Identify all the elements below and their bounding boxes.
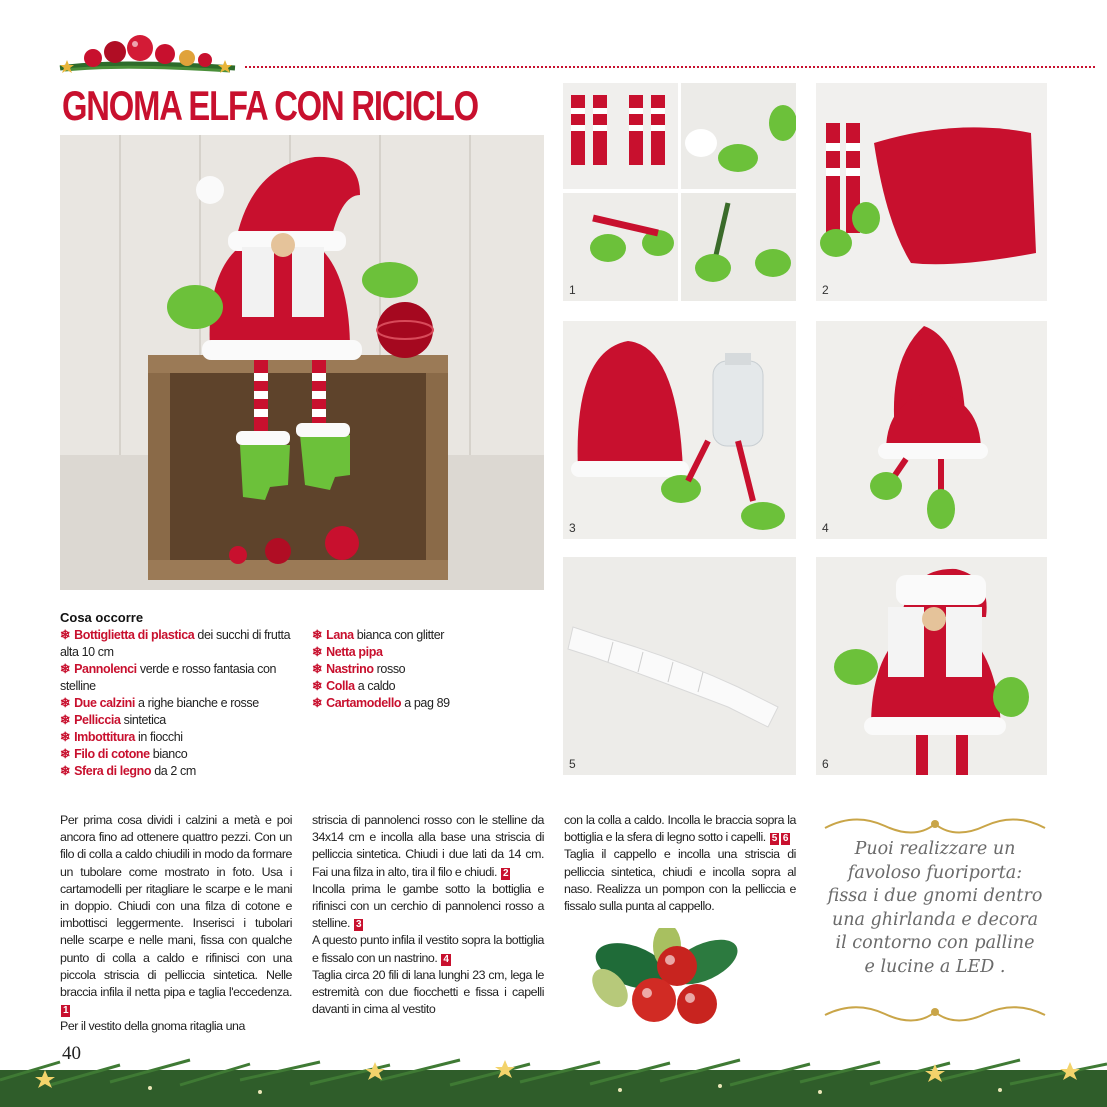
main-photo — [60, 135, 544, 590]
step-marker: 6 — [782, 833, 789, 845]
pine-garland-decoration — [0, 1040, 1107, 1107]
step-marker: 5 — [771, 833, 777, 845]
step-marker: 3 — [355, 919, 362, 931]
material-item: ❄ Sfera di legno da 2 cm — [60, 764, 196, 778]
material-item: ❄ Due calzini a righe bianche e rosse — [60, 696, 259, 710]
page-title: GNOMA ELFA CON RICICLO — [62, 82, 478, 129]
material-item: ❄ Cartamodello a pag 89 — [312, 696, 450, 710]
body-column-1 — [60, 812, 292, 1036]
tip-box — [815, 810, 1055, 1030]
material-item: ❄ Colla a caldo — [312, 679, 396, 693]
body-paragraph: A questo punto infila il vestito sopra la bottiglia e fissalo con un nastrino. 4 — [312, 933, 544, 965]
step-photo-5 — [563, 557, 796, 775]
step-marker: 4 — [443, 953, 449, 965]
step-marker: 1 — [63, 1005, 69, 1017]
material-item: ❄ Pannolenci verde e rosso fantasia con stelline — [60, 662, 277, 693]
step-photo-1 — [563, 83, 796, 301]
material-item: ❄ Bottiglietta di plastica dei succhi di frutta alta 10 cm — [60, 628, 291, 659]
material-item: ❄ Nastrino rosso — [312, 662, 406, 676]
step-marker: 2 — [502, 867, 509, 879]
step-photo-4 — [816, 321, 1047, 539]
snowflake-icon: ❄ — [312, 645, 323, 659]
material-item: ❄ Filo di cotone bianco — [60, 747, 188, 761]
step-number-2: 2 — [822, 283, 829, 297]
body-column-3 — [564, 812, 796, 915]
material-item: ❄ Imbottitura in fiocchi — [60, 730, 183, 744]
step-number-6: 6 — [822, 757, 829, 771]
body-paragraph: Taglia circa 20 fili di lana lunghi 23 cm, lega le estremità con due fiocchetti e fissa i capelli davanti in cima al vestito — [312, 967, 544, 1017]
header-dotted-rule — [245, 66, 1095, 68]
body-paragraph: Per prima cosa dividi i calzini a metà e poi ancora fino ad ottenere quattro pezzi. Con un filo di colla a caldo chiudili in modo da formare un tubolare come mostrato in foto. Usa i cartamodelli per ritagliare le scarpe e le mani in doppio. Chiudi con una filza di cotone e imbottisci leggermente. Inserisci i tubolari nelle scarpe e nelle mani, fissa con qualche punto di colla a caldo e rifinisci con una piccola striscia di pelliccia sintetica. Nelle braccia infila il netta pipa e taglia l'eccedenza. 1 — [60, 813, 292, 1017]
snowflake-icon: ❄ — [312, 628, 323, 642]
step-number-1: 1 — [569, 283, 576, 297]
materials-title: Cosa occorre — [60, 610, 144, 625]
body-paragraph: Incolla prima le gambe sotto la bottiglia e rifinisci con un cerchio di pannolenci rosso a stelline. 3 — [312, 881, 544, 931]
step-number-3: 3 — [569, 521, 576, 535]
material-item: ❄ Pelliccia sintetica — [60, 713, 166, 727]
body-paragraph: Taglia il cappello e incolla una striscia di pelliccia sintetica, chiudi e incolla sopra al naso. Realizza un pompon con la pelliccia e fissalo sulla punta al cappello. — [564, 847, 796, 914]
materials-list-2 — [312, 627, 544, 712]
snowflake-icon: ❄ — [60, 696, 71, 710]
snowflake-icon: ❄ — [60, 628, 71, 642]
step-photo-3 — [563, 321, 796, 539]
material-item: ❄ Netta pipa — [312, 645, 383, 659]
body-paragraph: Per il vestito della gnoma ritaglia una — [60, 1019, 245, 1034]
page-number: 40 — [62, 1043, 81, 1064]
step-number-4: 4 — [822, 521, 829, 535]
step-photo-2 — [816, 83, 1047, 301]
snowflake-icon: ❄ — [60, 662, 71, 676]
step-number-5: 5 — [569, 757, 576, 771]
snowflake-icon: ❄ — [312, 679, 323, 693]
christmas-ornaments-decoration — [55, 30, 240, 80]
body-paragraph: striscia di pannolenci rosso con le stelline da 34x14 cm e incolla alla base una striscia di pelliccia sintetica. Chiudi i due lati da 14 cm. Fai una filza in alto, tira il filo e chiudi. 2 — [312, 813, 544, 879]
snowflake-icon: ❄ — [60, 730, 71, 744]
snowflake-icon: ❄ — [312, 662, 323, 676]
material-item: ❄ Lana bianca con glitter — [312, 628, 445, 642]
snowflake-icon: ❄ — [60, 713, 71, 727]
body-paragraph: con la colla a caldo. Incolla le braccia sopra la bottiglia e la sfera di legno sotto i capelli. 5 6 — [564, 813, 796, 845]
snowflake-icon: ❄ — [60, 764, 71, 778]
holly-berries-illustration — [592, 928, 742, 1036]
tip-text: Puoi realizzare un favoloso fuoriporta: fissa i due gnomi dentro una ghirlanda e decora il contorno con palline e lucine a LED . — [827, 839, 1043, 977]
materials-list-1 — [60, 627, 292, 780]
step-photo-6 — [816, 557, 1047, 775]
snowflake-icon: ❄ — [312, 696, 323, 710]
body-column-2 — [312, 812, 544, 1018]
snowflake-icon: ❄ — [60, 747, 71, 761]
